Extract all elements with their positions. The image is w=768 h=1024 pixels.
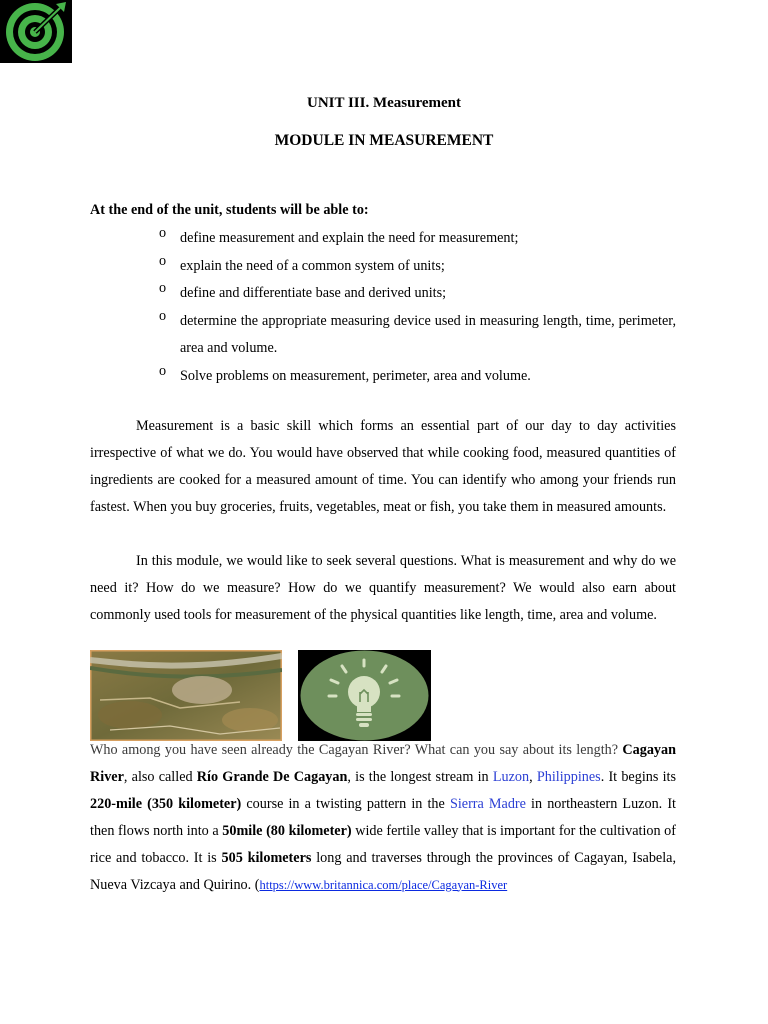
paragraph-cagayan <box>90 737 676 898</box>
text-run: long and traverses through the provinces of Cagayan, Isabela, Nueva Vizcaya and Quirino. ( <box>90 849 676 893</box>
aerial-river-image <box>90 650 282 741</box>
text-run: , <box>529 768 533 785</box>
text-run: . It begins its <box>600 768 676 785</box>
list-item <box>0 253 768 281</box>
module-title: MODULE IN MEASUREMENT <box>274 132 494 149</box>
objectives-intro: At the end of the unit, students will be able to: <box>90 202 369 218</box>
river-name: Cagayan River <box>90 742 677 785</box>
paragraph-module: In this module, we would like to seek several questions. What is measurement and why do we need it? How do we measure? How do we quantify measurement? We would also earn about commonly used tools for measurement of the physical quantities like length, time, area and volume. <box>90 553 676 623</box>
list-item <box>0 308 768 363</box>
length-505km: 505 kilometers <box>221 849 312 866</box>
britannica-link[interactable]: https://www.britannica.com/place/Cagayan-River <box>259 877 508 892</box>
text-run: , is the longest stream in <box>347 768 493 785</box>
text-run: , also called <box>123 768 197 785</box>
objective-text: define measurement and explain the need for measurement; <box>180 230 519 246</box>
philippines-link[interactable]: Philippines <box>536 768 601 785</box>
list-item <box>0 363 768 391</box>
paragraph-intro: Measurement is a basic skill which forms an essential part of our day to day activities irrespective of what we do. You would have observed that while cooking food, measured quantities of ingredients are cooked for a measured amount of time. You can identify who among your friends run fastest. When you buy groceries, fruits, vegetables, meat or fish, you take them in measured amounts. <box>90 418 676 515</box>
bullet-marker: o <box>159 225 167 241</box>
objective-text: explain the need of a common system of units; <box>180 257 445 274</box>
list-item <box>0 225 768 253</box>
objective-text: define and differentiate base and derived units; <box>180 285 447 301</box>
bullet-marker: o <box>159 362 167 379</box>
target-icon <box>0 0 72 63</box>
length-350km: 220-mile (350 kilometer) <box>90 795 242 812</box>
logo <box>0 0 72 63</box>
bullet-marker: o <box>159 307 167 324</box>
width-80km: 50mile (80 kilometer) <box>222 822 352 839</box>
question-text: Who among you have seen already the Cagayan River? What can you say about its length? <box>90 742 619 758</box>
list-item <box>0 280 768 308</box>
text-run: wide fertile valley that is important for the cultivation of rice and tobacco. It is <box>90 822 676 866</box>
objective-text: determine the appropriate measuring device used in measuring length, time, perimeter, area and volume. <box>180 312 676 356</box>
lightbulb-icon <box>298 650 431 741</box>
objective-text: Solve problems on measurement, perimeter, area and volume. <box>180 367 531 384</box>
bullet-marker: o <box>159 280 167 296</box>
objectives-list <box>0 225 768 390</box>
unit-title: UNIT III. Measurement <box>306 95 462 111</box>
text-run: in northeastern Luzon. It then flows north into a <box>90 795 676 839</box>
luzon-link[interactable]: Luzon <box>492 768 530 785</box>
alt-river-name: Río Grande De Cagayan <box>196 768 348 785</box>
sierra-madre-link[interactable]: Sierra Madre <box>449 795 526 812</box>
text-run: course in a twisting pattern in the <box>241 795 450 812</box>
bullet-marker: o <box>159 252 167 269</box>
